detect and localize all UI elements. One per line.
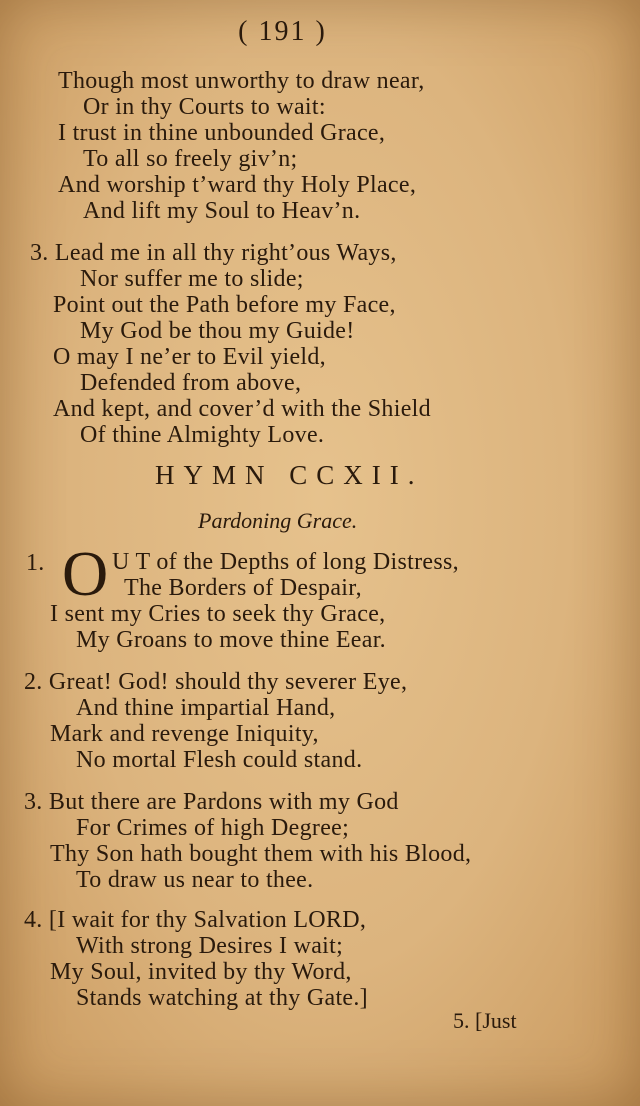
verse-line: And kept, and cover’d with the Shield — [53, 396, 431, 422]
verse-line: And thine impartial Hand, — [76, 695, 336, 721]
verse-line: Nor suffer me to slide; — [80, 266, 304, 292]
verse-line: And worship t’ward thy Holy Place, — [58, 172, 417, 198]
verse-line: Mark and revenge Iniquity, — [50, 721, 319, 747]
verse-line: Thy Son hath bought them with his Blood, — [50, 841, 472, 867]
verse-line: Stands watching at thy Gate.] — [76, 985, 368, 1011]
verse-line: 2. Great! God! should thy severer Eye, — [24, 669, 408, 695]
verse-line: U T of the Depths of long Distress, — [112, 549, 459, 575]
stanza-number: 1. — [26, 550, 45, 576]
verse-line: For Crimes of high Degree; — [76, 815, 350, 841]
verse-line: I sent my Cries to seek thy Grace, — [50, 601, 386, 627]
verse-line: To draw us near to thee. — [76, 867, 314, 893]
catchword: 5. [Just — [453, 1008, 517, 1033]
verse-line: Defended from above, — [80, 370, 302, 396]
verse-line: The Borders of Despair, — [124, 575, 362, 601]
verse-line: O may I ne’er to Evil yield, — [53, 344, 326, 370]
verse-line: My Soul, invited by thy Word, — [50, 959, 352, 985]
hymn-subtitle: Pardoning Grace. — [198, 508, 358, 533]
verse-line: And lift my Soul to Heav’n. — [83, 198, 361, 224]
verse-line: My God be thou my Guide! — [80, 318, 355, 344]
verse-line: With strong Desires I wait; — [76, 933, 344, 959]
verse-line: My Groans to move thine Eear. — [76, 627, 386, 653]
page-number: ( 191 ) — [238, 16, 327, 47]
verse-line: 3. Lead me in all thy right’ous Ways, — [30, 240, 397, 266]
verse-line: 3. But there are Pardons with my God — [24, 789, 399, 815]
verse-line: Point out the Path before my Face, — [53, 292, 396, 318]
verse-line: 4. [I wait for thy Salvation LORD, — [24, 907, 367, 933]
verse-line: Though most unworthy to draw near, — [58, 68, 425, 94]
drop-cap: O — [62, 538, 109, 609]
verse-line: To all so freely giv’n; — [83, 146, 298, 172]
verse-line: I trust in thine unbounded Grace, — [58, 120, 386, 146]
verse-line: Of thine Almighty Love. — [80, 422, 325, 448]
hymn-title: HYMN CCXII. — [155, 460, 424, 490]
verse-line: Or in thy Courts to wait: — [83, 94, 326, 120]
verse-line: No mortal Flesh could stand. — [76, 747, 363, 773]
